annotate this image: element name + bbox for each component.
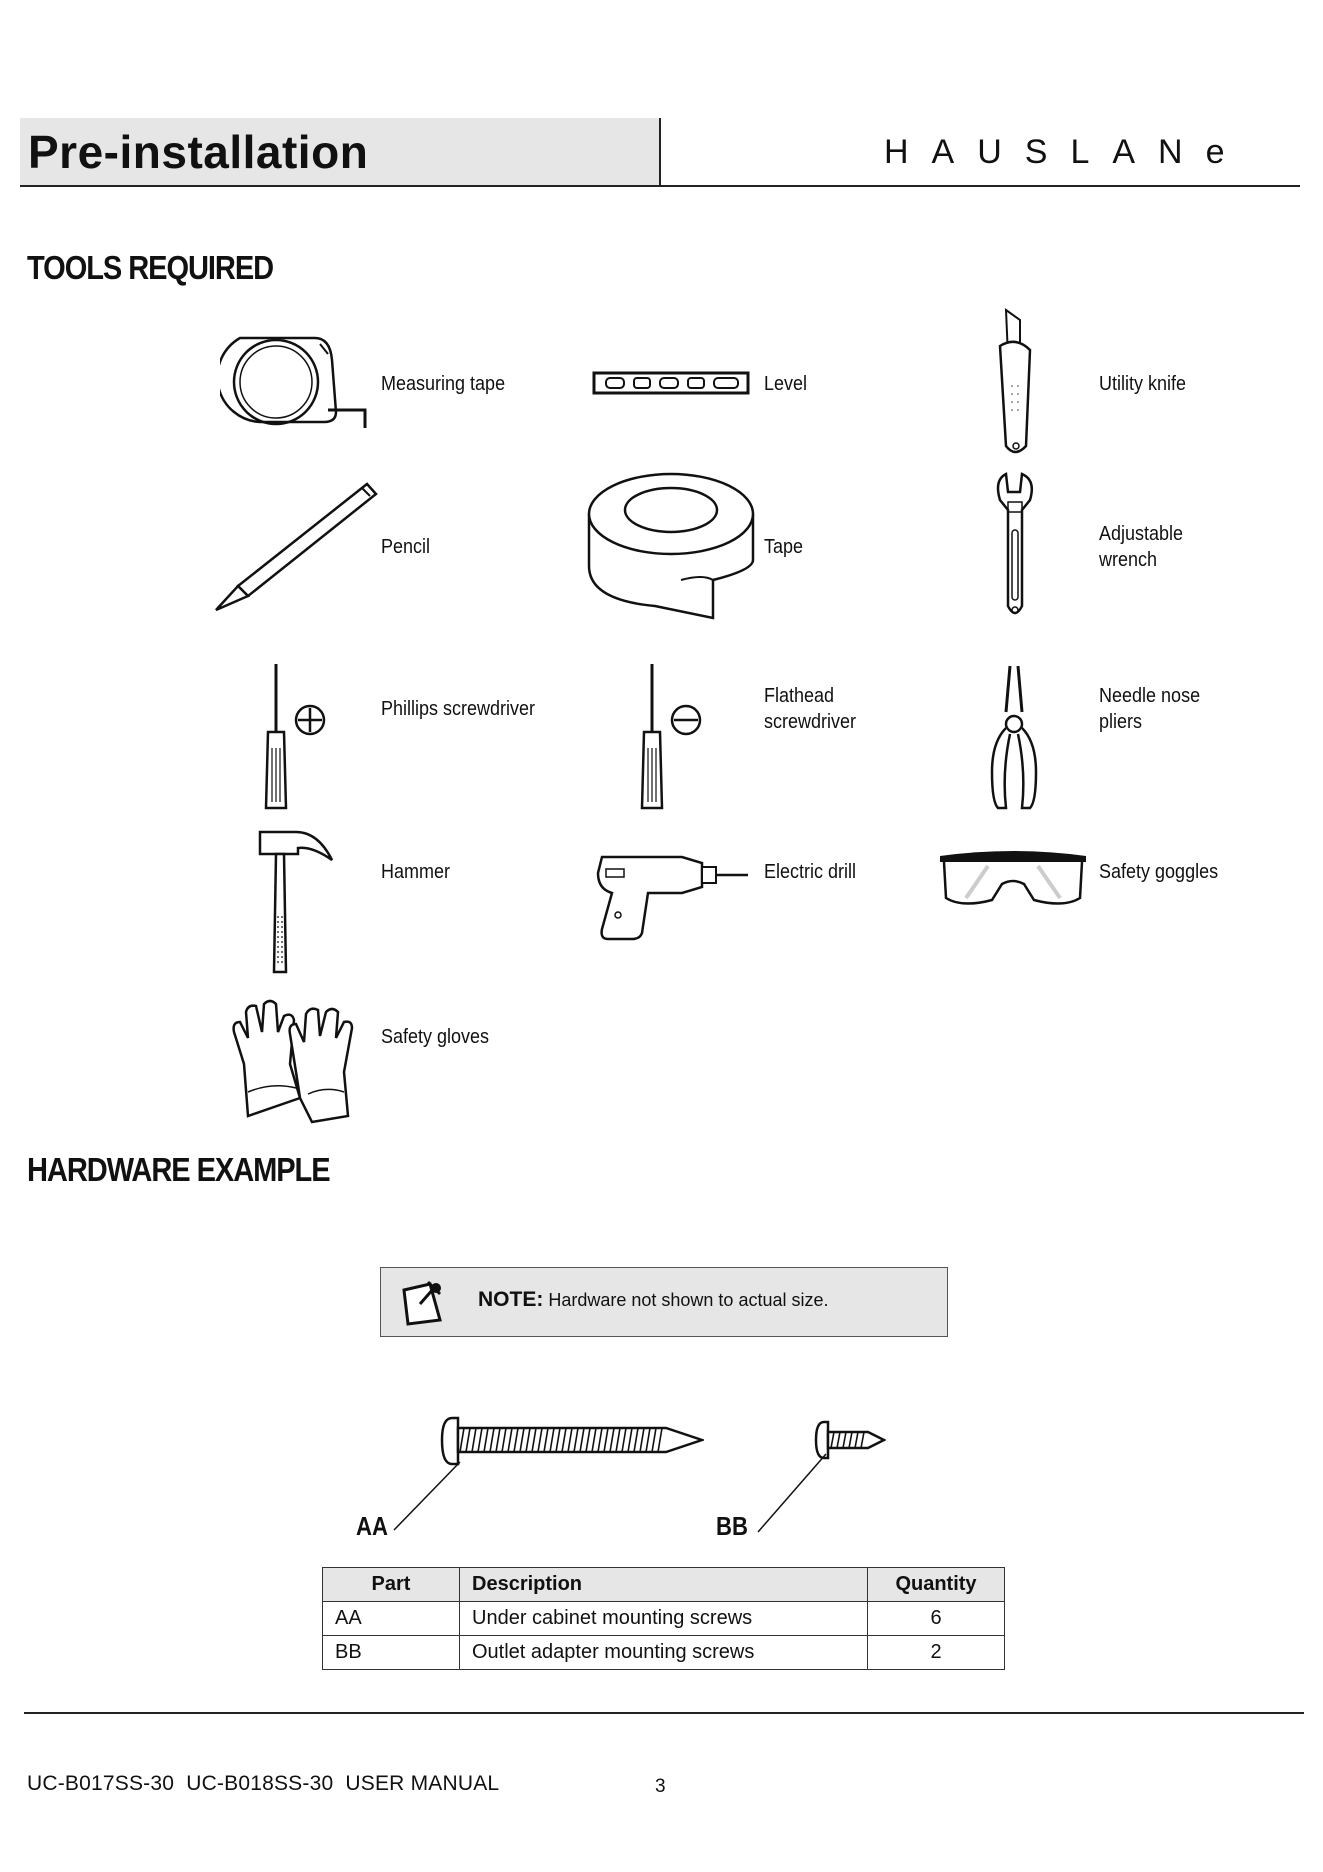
footer-model: UC-B017SS-30 UC-B018SS-30 USER MANUAL bbox=[27, 1772, 500, 1795]
leader-line-bb bbox=[754, 1452, 828, 1534]
table-header-description: Description bbox=[460, 1568, 868, 1602]
electric-drill-icon bbox=[592, 853, 750, 941]
table-cell-part: BB bbox=[323, 1636, 460, 1670]
tool-label-utility-knife: Utility knife bbox=[1099, 373, 1187, 395]
header-divider bbox=[659, 118, 661, 186]
footer-rule bbox=[24, 1712, 1304, 1714]
brand-logo: HAUSLANe bbox=[884, 133, 1248, 171]
tool-label-tape: Tape bbox=[764, 536, 804, 558]
note-text: NOTE: Hardware not shown to actual size. bbox=[478, 1288, 829, 1311]
tool-label-hammer: Hammer bbox=[381, 861, 451, 883]
tool-label-needle-nose-pliers: Needle nose pliers bbox=[1099, 685, 1201, 733]
hammer-icon bbox=[256, 826, 336, 974]
utility-knife-icon bbox=[990, 306, 1040, 458]
hardware-heading: HARDWARE EXAMPLE bbox=[27, 1151, 330, 1188]
tool-label-level: Level bbox=[764, 373, 808, 395]
measuring-tape-icon bbox=[220, 330, 370, 434]
hardware-label-aa: AA bbox=[356, 1511, 388, 1541]
tool-label-flathead-screwdriver: Flathead screwdriver bbox=[764, 685, 857, 733]
screw-aa-icon bbox=[440, 1414, 704, 1470]
tool-label-measuring-tape: Measuring tape bbox=[381, 373, 506, 395]
table-header-row bbox=[323, 1568, 1005, 1602]
hardware-label-bb: BB bbox=[716, 1511, 748, 1541]
needle-nose-pliers-icon bbox=[984, 662, 1044, 812]
page-number: 3 bbox=[655, 1776, 666, 1797]
tool-label-electric-drill: Electric drill bbox=[764, 861, 857, 883]
tool-label-adjustable-wrench: Adjustable wrench bbox=[1099, 523, 1184, 571]
pencil-icon bbox=[212, 480, 380, 614]
page-title: Pre-installation bbox=[28, 126, 369, 178]
table-cell-quantity: 2 bbox=[868, 1636, 1005, 1670]
tool-label-pencil: Pencil bbox=[381, 536, 431, 558]
phillips-screwdriver-icon bbox=[262, 662, 328, 810]
table-header-quantity: Quantity bbox=[868, 1568, 1005, 1602]
pushpin-note-icon bbox=[400, 1276, 448, 1326]
parts-table bbox=[322, 1567, 1005, 1670]
table-cell-description: Under cabinet mounting screws bbox=[460, 1602, 868, 1636]
header-rule bbox=[20, 185, 1300, 187]
tape-roll-icon bbox=[585, 470, 757, 620]
table-row bbox=[323, 1602, 1005, 1636]
table-cell-description: Outlet adapter mounting screws bbox=[460, 1636, 868, 1670]
tool-label-safety-gloves: Safety gloves bbox=[381, 1026, 490, 1048]
safety-gloves-icon bbox=[226, 998, 366, 1124]
table-cell-part: AA bbox=[323, 1602, 460, 1636]
flathead-screwdriver-icon bbox=[640, 662, 706, 810]
adjustable-wrench-icon bbox=[992, 470, 1038, 620]
tools-heading: TOOLS REQUIRED bbox=[27, 249, 274, 286]
tool-label-safety-goggles: Safety goggles bbox=[1099, 861, 1219, 883]
leader-line-aa bbox=[390, 1460, 462, 1532]
table-header-part: Part bbox=[323, 1568, 460, 1602]
table-row bbox=[323, 1636, 1005, 1670]
safety-goggles-icon bbox=[936, 848, 1090, 910]
table-cell-quantity: 6 bbox=[868, 1602, 1005, 1636]
level-icon bbox=[592, 370, 750, 396]
tool-label-phillips-screwdriver: Phillips screwdriver bbox=[381, 698, 536, 720]
